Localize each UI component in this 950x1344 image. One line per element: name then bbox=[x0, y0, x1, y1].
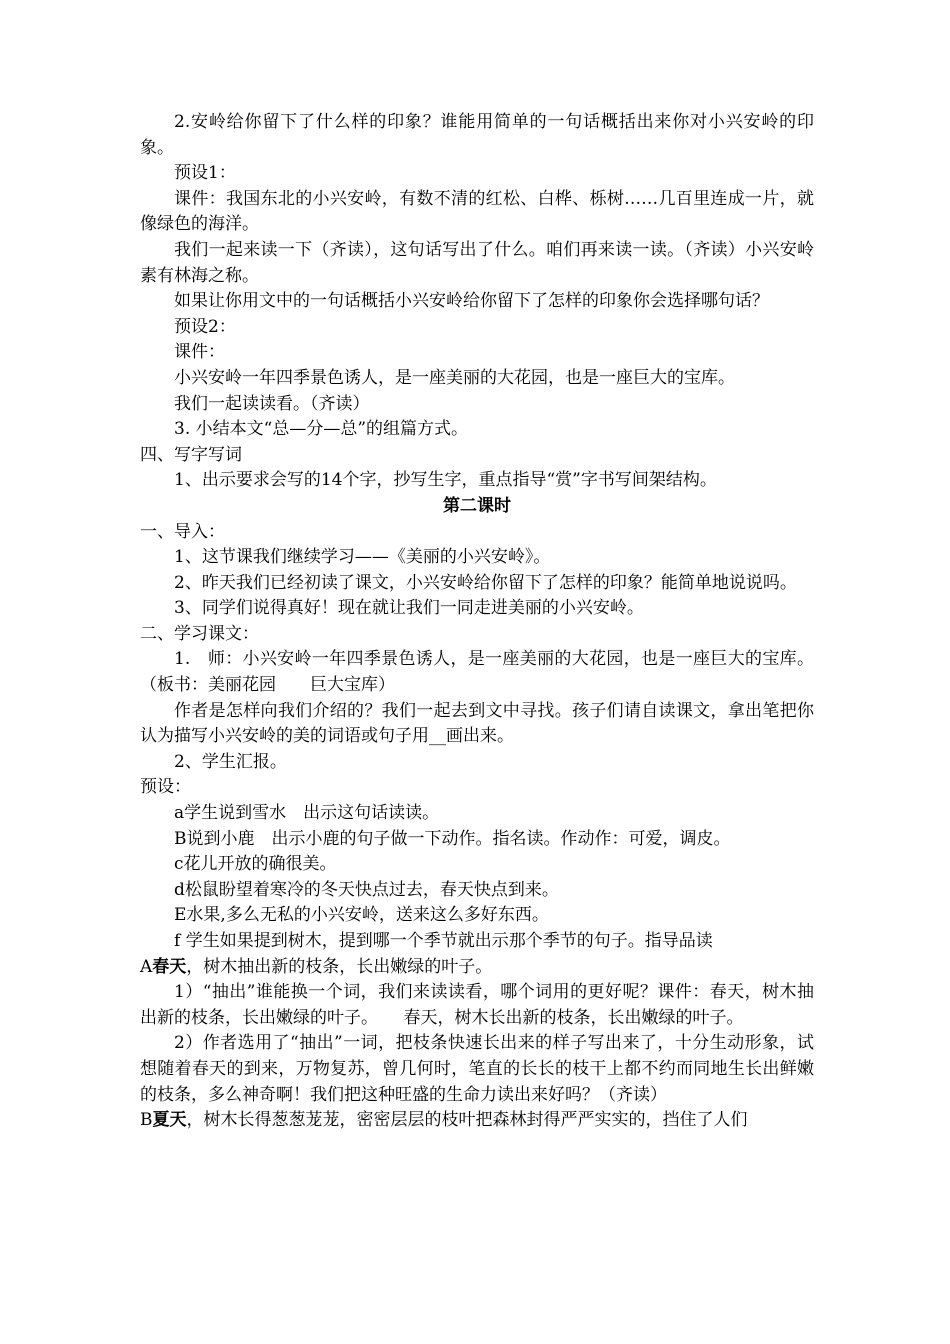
paragraph: B说到小鹿 出示小鹿的句子做一下动作。指名读。作动作：可爱，调皮。 bbox=[174, 828, 731, 849]
season-paragraph-spring bbox=[140, 955, 814, 981]
paragraph: 课件：我国东北的小兴安岭，有数不清的红松、白桦、栎树……几百里连成一片，就像绿色的海洋。 bbox=[140, 188, 814, 235]
paragraph: 3. 小结本文“总—分—总”的组篇方式。 bbox=[174, 419, 469, 440]
document-page bbox=[140, 110, 814, 1134]
paragraph: 我们一起读读看。（齐读） bbox=[174, 393, 370, 414]
item-marker: A bbox=[140, 956, 153, 977]
item-marker: B bbox=[140, 1110, 153, 1131]
paragraph: 预设1： bbox=[174, 163, 236, 184]
paragraph-text: ，树木抽出新的枝条，长出嫩绿的叶子。 bbox=[186, 956, 493, 977]
paragraph: 2）作者选用了“抽出”一词，把枝条快速长出来的样子写出来了，十分生动形象，试想随着春天的到来，万物复苏，曾几何时，笔直的长长的枝干上都不约而同地生长出鲜嫩的枝条，多么神奇啊！我们把这种旺盛的生命力读出来好吗？（齐读） bbox=[140, 1033, 814, 1105]
lesson-title: 第二课时 bbox=[443, 495, 511, 516]
section-heading: 一、导入： bbox=[140, 521, 225, 542]
paragraph-text: ，树木长得葱葱茏茏，密密层层的枝叶把森林封得严严实实的，挡住了人们 bbox=[186, 1110, 748, 1131]
paragraph: 我们一起来读一下（齐读），这句话写出了什么。咱们再来读一读。（齐读）小兴安岭素有林海之称。 bbox=[140, 239, 814, 286]
paragraph: 作者是怎样向我们介绍的？我们一起去到文中寻找。孩子们请自读课文，拿出笔把你认为描写小兴安岭的美的词语或句子用__画出来。 bbox=[140, 700, 814, 747]
paragraph: a学生说到雪水 出示这句话读读。 bbox=[174, 803, 440, 824]
paragraph: 2.安岭给你留下了什么样的印象？谁能用简单的一句话概括出来你对小兴安岭的印象。 bbox=[140, 112, 814, 158]
season-paragraph-summer bbox=[140, 1108, 814, 1134]
section-heading: 预设： bbox=[140, 777, 191, 798]
paragraph: 2、学生汇报。 bbox=[174, 751, 287, 772]
paragraph: 2、昨天我们已经初读了课文，小兴安岭给你留下了怎样的印象？能简单地说说吗。 bbox=[174, 572, 797, 593]
paragraph: d松鼠盼望着寒冷的冬天快点过去，春天快点到来。 bbox=[174, 879, 559, 900]
section-heading: 四、写字写词 bbox=[140, 444, 242, 465]
paragraph: 小兴安岭一年四季景色诱人，是一座美丽的大花园，也是一座巨大的宝库。 bbox=[174, 367, 735, 388]
season-keyword: 夏天 bbox=[152, 1110, 187, 1131]
paragraph: f 学生如果提到树木，提到哪一个季节就出示那个季节的句子。指导品读 bbox=[174, 931, 713, 951]
paragraph: 预设2： bbox=[174, 316, 236, 337]
season-keyword: 春天 bbox=[152, 956, 187, 977]
paragraph: c花儿开放的确很美。 bbox=[174, 854, 337, 875]
section-heading: 二、学习课文： bbox=[140, 623, 259, 644]
paragraph: 课件： bbox=[174, 342, 225, 363]
paragraph: E水果,多么无私的小兴安岭，送来这么多好东西。 bbox=[174, 905, 549, 926]
paragraph: 如果让你用文中的一句话概括小兴安岭给你留下了怎样的印象你会选择哪句话？ bbox=[174, 291, 769, 312]
paragraph: 1、这节课我们继续学习——《美丽的小兴安岭》。 bbox=[174, 547, 551, 568]
paragraph: 1）“抽出”谁能换一个词，我们来读读看，哪个词用的更好呢？课件：春天，树木抽出新的枝条，长出嫩绿的叶子。 春天，树木长出新的枝条，长出嫩绿的叶子。 bbox=[140, 982, 814, 1028]
paragraph: 1、出示要求会写的14个字，抄写生字，重点指导“赏”字书写间架结构。 bbox=[174, 470, 717, 491]
paragraph: 1. 师：小兴安岭一年四季景色诱人，是一座美丽的大花园，也是一座巨大的宝库。（板书：美丽花园 巨大宝库） bbox=[140, 649, 814, 696]
paragraph: 3、同学们说得真好！现在就让我们一同走进美丽的小兴安岭。 bbox=[174, 598, 644, 619]
